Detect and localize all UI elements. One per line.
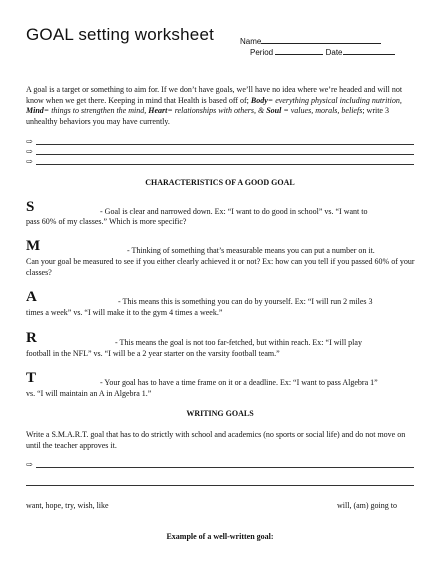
smart-letter-s: S: [26, 199, 35, 215]
smart-m-text: - Thinking of something that’s measurable means you can put a number on it.: [127, 246, 375, 255]
period-blank[interactable]: [275, 46, 323, 55]
intro-text-6: ; write 3 unhealthy behaviors you may have currently.: [26, 106, 389, 126]
smart-letter-m: M: [26, 238, 41, 254]
date-label: Date: [325, 48, 343, 57]
body-term: Body: [250, 95, 268, 105]
smart-m-continuation: Can your goal be measured to see if you either clearly achieved it or not? Ex: how can you tell if you passed 60% of your classes?: [26, 257, 415, 277]
smart-r-continuation: football in the NFL” vs. “I will be a 2 year starter on the varsity football team.”: [26, 349, 280, 358]
period-label: Period: [250, 48, 274, 57]
date-blank[interactable]: [343, 46, 395, 55]
goal-answer-line[interactable]: [26, 461, 414, 471]
answer-line-3[interactable]: [26, 158, 414, 168]
name-field[interactable]: [240, 35, 381, 46]
smart-letter-r: R: [26, 330, 37, 346]
smart-a-text: - This means this is something you can do by yourself. Ex: “I will run 2 miles 3: [118, 297, 373, 306]
soul-term: Soul: [266, 106, 282, 115]
intro-text-3: = things to strengthen the mind,: [43, 106, 149, 115]
characteristics-heading: CHARACTERISTICS OF A GOOD GOAL: [145, 178, 295, 187]
goal-answer-line-2[interactable]: [26, 485, 414, 486]
weak-words: want, hope, try, wish, like: [26, 501, 109, 510]
smart-letter-a: A: [26, 289, 37, 305]
intro-paragraph: [26, 85, 418, 127]
smart-r-text: - This means the goal is not too far-fetched, but within reach. Ex: “I will play: [115, 338, 362, 347]
answer-line-2[interactable]: [26, 148, 414, 158]
answer-line-1[interactable]: [26, 138, 414, 148]
arrow-icon: ⇨: [26, 460, 33, 469]
heart-term: Heart: [148, 106, 168, 115]
mind-term: Mind: [26, 106, 44, 115]
name-label: Name: [240, 37, 262, 46]
smart-t-continuation: vs. “I will maintain an A in Algebra 1.”: [26, 389, 152, 398]
arrow-icon: ⇨: [26, 137, 33, 146]
intro-text-5: = values, morals, beliefs: [281, 106, 363, 115]
example-heading: Example of a well-written goal:: [166, 532, 274, 541]
arrow-icon: ⇨: [26, 157, 33, 166]
name-blank[interactable]: [261, 35, 381, 44]
smart-letter-t: T: [26, 370, 37, 386]
period-date-fields: [250, 46, 395, 57]
page-title: GOAL setting worksheet: [26, 25, 215, 44]
strong-words: will, (am) going to: [337, 501, 397, 510]
smart-s-continuation: pass 60% of my classes.” Which is more specific?: [26, 217, 187, 226]
intro-text-4: = relationships with others, &: [167, 106, 267, 115]
smart-t-text: - Your goal has to have a time frame on it or a deadline. Ex: “I want to pass Algebra 1”: [100, 378, 378, 387]
writing-instructions: Write a S.M.A.R.T. goal that has to do strictly with school and academics (no sports or social life) and do not move on until the teacher approves it.: [26, 430, 406, 450]
arrow-icon: ⇨: [26, 147, 33, 156]
intro-text-1: A goal is a target or something to aim for. If we don’t have goals, we’ll have no idea where we’re headed and will not know when we get there. Keeping in mind that Health is based off of;: [26, 85, 403, 105]
smart-s-text: - Goal is clear and narrowed down. Ex: “I want to do good in school” vs. “I want to: [100, 207, 368, 216]
intro-text-2: = everything physical including nutrition,: [267, 95, 402, 105]
writing-goals-heading: WRITING GOALS: [186, 409, 254, 418]
smart-a-continuation: times a week” vs. “I will make it to the gym 4 times a week.”: [26, 308, 223, 317]
